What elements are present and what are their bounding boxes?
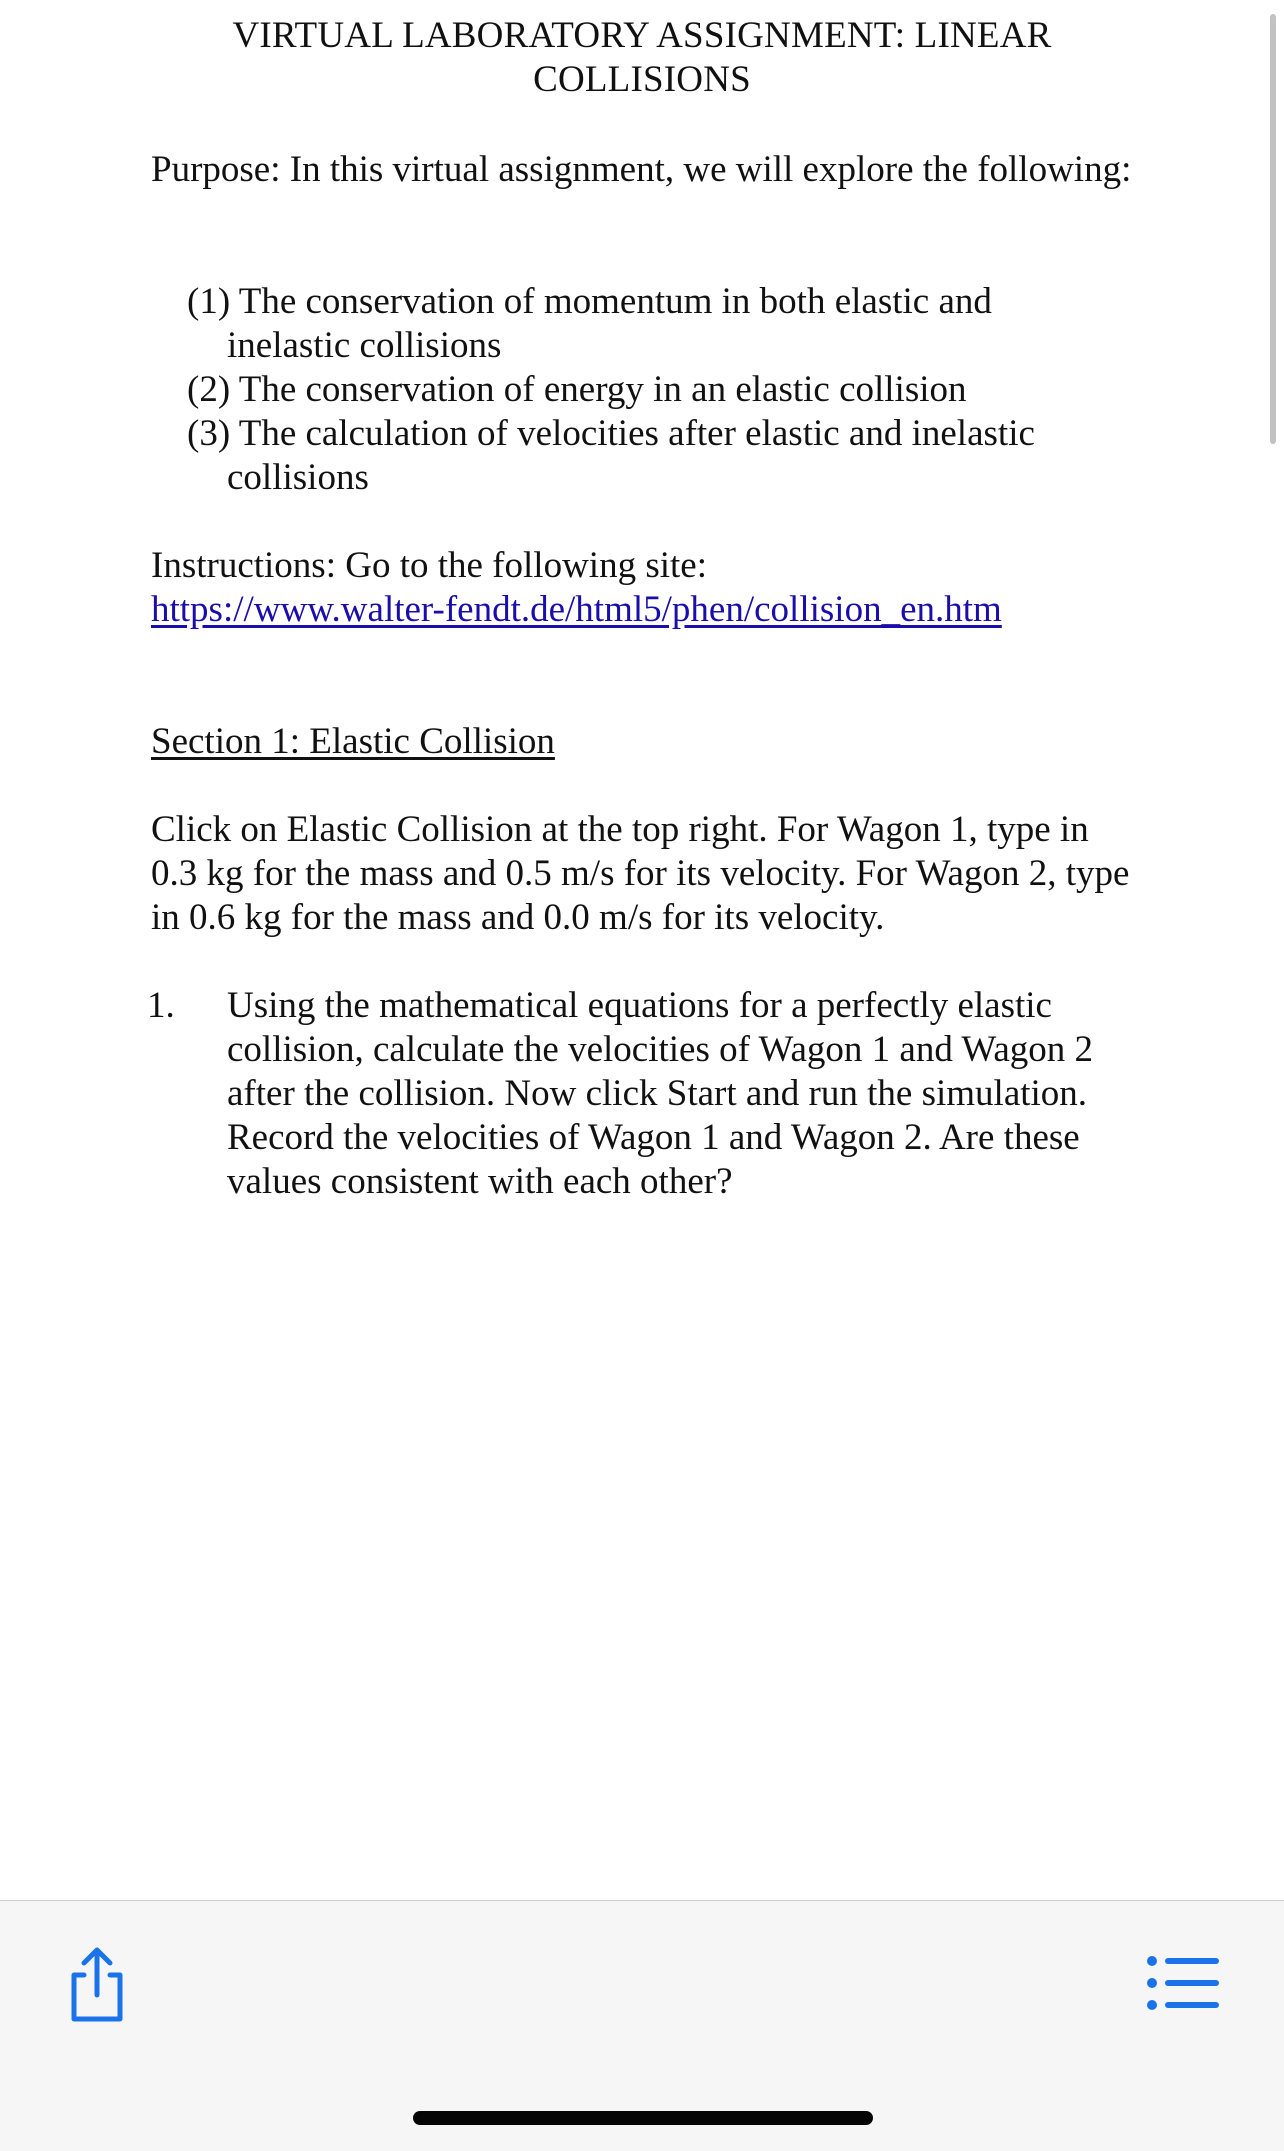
objective-item: (2) The conservation of energy in an elastic collision (187, 369, 967, 410)
instructions-label: Instructions: Go to the following site: (151, 545, 707, 586)
instructions-block (151, 544, 1141, 632)
objectives-list (187, 280, 1107, 500)
purpose-paragraph: Purpose: In this virtual assignment, we will explore the following: (151, 149, 1132, 190)
question-text: Using the mathematical equations for a perfectly elastic collision, calculate the velocities of Wagon 1 and Wagon 2 after the collision. Now click Start and run the simulation. Record the velocities of Wagon 1 and Wagon 2. Are these values consistent with each other? (227, 985, 1094, 1202)
question-item (147, 984, 1107, 1204)
question-number: 1. (147, 985, 175, 1026)
scrollbar[interactable] (1270, 14, 1276, 444)
outline-list-button[interactable] (1145, 1951, 1220, 2015)
objective-item: (3) The calculation of velocities after elastic and inelastic collisions (187, 413, 1035, 498)
bottom-toolbar (0, 1900, 1284, 2151)
section-heading (151, 720, 1141, 764)
document-title: VIRTUAL LABORATORY ASSIGNMENT: LINEAR COLLISIONS (232, 15, 1052, 100)
list-icon (1145, 1951, 1220, 2015)
share-icon (62, 1945, 132, 2025)
share-button[interactable] (62, 1945, 132, 2025)
home-indicator[interactable] (413, 2111, 873, 2125)
objective-item: (1) The conservation of momentum in both elastic and inelastic collisions (187, 281, 992, 366)
section-heading-text: Section 1: Elastic Collision (151, 721, 555, 762)
section-intro-paragraph: Click on Elastic Collision at the top right. For Wagon 1, type in 0.3 kg for the mass and 0.5 m/s for its velocity. For Wagon 2, type in 0.6 kg for the mass and 0.0 m/s for its velocity. (151, 809, 1130, 938)
simulation-link[interactable]: https://www.walter-fendt.de/html5/phen/collision_en.htm (151, 589, 1002, 630)
